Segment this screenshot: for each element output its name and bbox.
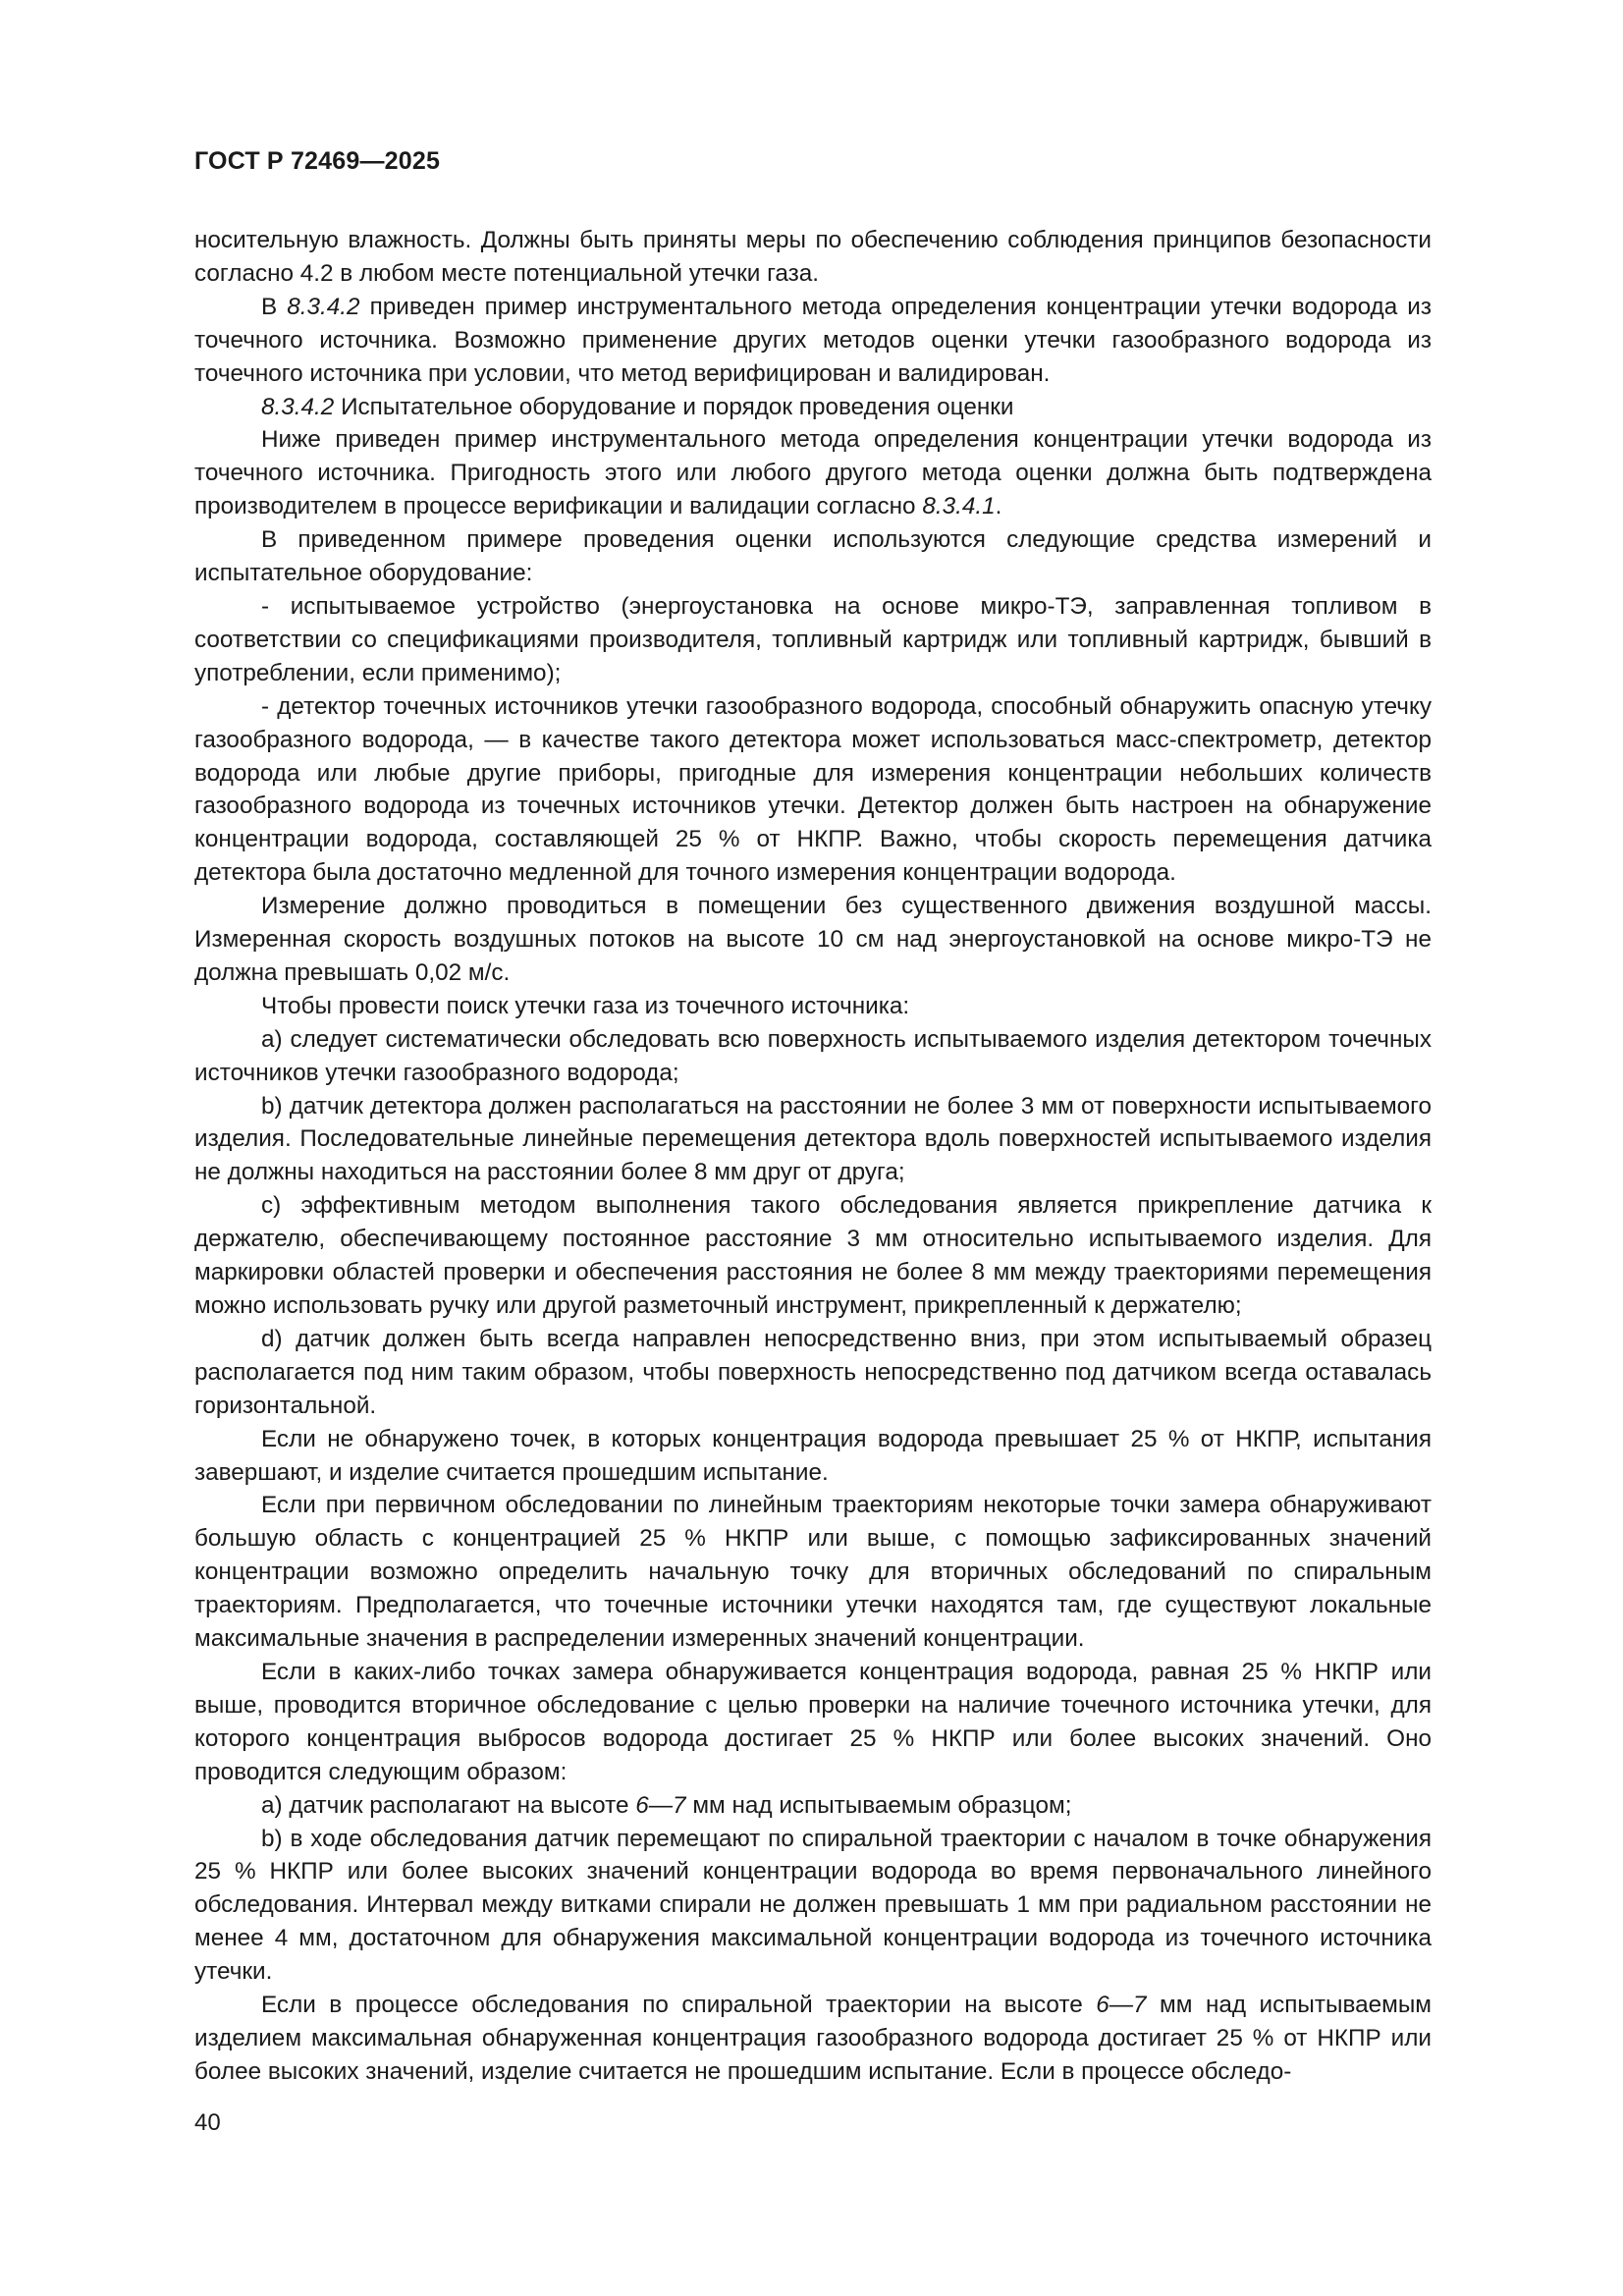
paragraph-text: мм над испытываемым изделием максимальная обнаруженная концентрация газообразного водорода достигает 25 % от НКПР или более высоких значений, изделие считается не прошедшим испытание. Если в процессе обследо- [194, 1992, 1433, 2085]
section-reference: 8.3.4.1 [922, 493, 996, 520]
section-reference: 6—7 [1096, 1992, 1147, 2019]
paragraph-text: - детектор точечных источников утечки газообразного водорода, способный обнаружить опасную утечку газообразного водорода, — в качестве такого детектора может использоваться масс-спектрометр, детектор водорода или любые другие приборы, пригодные для измерения концентрации небольших количеств газообразного водорода из точечных источников утечки. Детектор должен быть настроен на обнаружение концентрации водорода, составляющей 25 % от НКПР. Важно, чтобы скорость перемещения датчика детектора была достаточно медленной для точного измерения концентрации водорода. [194, 692, 1432, 887]
paragraph [194, 291, 1432, 391]
page-number: 40 [194, 2109, 221, 2136]
paragraph [194, 1090, 1432, 1190]
paragraph [194, 1423, 1432, 1490]
paragraph-text: c) эффективным методом выполнения такого обследования является прикрепление датчика к держателю, обеспечивающему постоянное расстояние 3 мм относительно испытываемого изделия. Для маркировки областей проверки и обеспечения расстояния не более 8 мм между траекториями перемещения можно использовать ручку или другой разметочный инструмент, прикрепленный к держателю; [194, 1192, 1432, 1319]
paragraph [194, 1789, 1432, 1823]
section-reference: 8.3.4.2 [261, 393, 335, 420]
paragraph-text: мм над испытываемым образцом; [685, 1791, 1072, 1819]
document-code-header: ГОСТ Р 72469—2025 [194, 147, 441, 175]
paragraph-text: Испытательное оборудование и порядок проведения оценки [334, 393, 1014, 420]
paragraph-text: носительную влажность. Должны быть приняты меры по обеспечению соблюдения принципов безопасности согласно 4.2 в любом месте потенциальной утечки газа. [194, 227, 1432, 287]
paragraph-text: В приведенном примере проведения оценки используются следующие средства измерений и испытательное оборудование: [194, 526, 1432, 587]
paragraph-text: Ниже приведен пример инструментального метода определения концентрации утечки водорода из точечного источника. Пригодность этого или любого другого метода оценки должна быть подтверждена производителем в процессе верификации и валидации согласно [194, 426, 1432, 520]
paragraph [194, 1489, 1432, 1656]
section-reference: 8.3.4.2 [287, 293, 360, 320]
paragraph [194, 391, 1432, 424]
paragraph-text: Чтобы провести поиск утечки газа из точечного источника: [261, 992, 910, 1019]
paragraph [194, 224, 1432, 291]
paragraph [194, 1023, 1432, 1090]
paragraph-text: Если не обнаружено точек, в которых концентрация водорода превышает 25 % от НКПР, испытания завершают, и изделие считается прошедшим испытание. [194, 1425, 1432, 1486]
paragraph-text: Если в процессе обследования по спиральной траектории на высоте [261, 1992, 1097, 2019]
paragraph-text: Если при первичном обследовании по линейным траекториям некоторые точки замера обнаруживают большую область с концентрацией 25 % НКПР или выше, с помощью зафиксированных значений концентрации возможно определить начальную точку для вторичных обследований по спиральным траекториям. Предполагается, что точечные источники утечки находятся там, где существуют локальные максимальные значения в распределении измеренных значений концентрации. [194, 1492, 1432, 1653]
paragraph [194, 1823, 1432, 1990]
paragraph [194, 523, 1432, 590]
paragraph [194, 1189, 1432, 1323]
paragraph-text: . [995, 493, 1002, 520]
paragraph [194, 690, 1432, 890]
paragraph [194, 1656, 1432, 1789]
paragraph [194, 423, 1432, 523]
paragraph-text: Если в каких-либо точках замера обнаруживается концентрация водорода, равная 25 % НКПР или выше, проводится вторичное обследование с целью проверки на наличие точечного источника утечки, для которого концентрация выбросов водорода достигает 25 % НКПР или более высоких значений. Оно проводится следующим образом: [194, 1658, 1432, 1785]
paragraph [194, 590, 1432, 690]
paragraph-text: b) в ходе обследования датчик перемещают по спиральной траектории с началом в точке обнаружения 25 % НКПР или более высоких значений концентрации водорода во время первоначального линейного обследования. Интервал между витками спирали не должен превышать 1 мм при радиальном расстоянии не менее 4 мм, достаточном для обнаружения максимальной концентрации водорода из точечного источника утечки. [194, 1825, 1432, 1986]
section-reference: 6—7 [635, 1791, 686, 1819]
paragraph-text: а) датчик располагают на высоте [261, 1791, 636, 1819]
paragraph [194, 1323, 1432, 1423]
paragraph-text: Измерение должно проводиться в помещении без существенного движения воздушной массы. Измеренная скорость воздушных потоков на высоте 10 см над энергоустановкой на основе микро-ТЭ не должна превышать 0,02 м/с. [194, 893, 1432, 986]
paragraph-text: - испытываемое устройство (энергоустановка на основе микро-ТЭ, заправленная топливом в соответствии со спецификациями производителя, топливный картридж или топливный картридж, бывший в употреблении, если применимо); [194, 592, 1432, 686]
paragraph-text: В [261, 293, 288, 320]
paragraph-text: b) датчик детектора должен располагаться на расстоянии не более 3 мм от поверхности испытываемого изделия. Последовательные линейные перемещения детектора вдоль поверхностей испытываемого изделия не должны находиться на расстоянии более 8 мм друг от друга; [194, 1092, 1432, 1186]
paragraph [194, 990, 1432, 1023]
paragraph [194, 1989, 1432, 2089]
document-body [194, 224, 1432, 2089]
paragraph-text: приведен пример инструментального метода определения концентрации утечки водорода из точечного источника. Возможно применение других методов оценки утечки газообразного водорода из точечного источника при условии, что метод верифицирован и валидирован. [194, 293, 1432, 387]
paragraph-text: а) следует систематически обследовать всю поверхность испытываемого изделия детектором точечных источников утечки газообразного водорода; [194, 1025, 1432, 1086]
paragraph [194, 890, 1432, 990]
paragraph-text: d) датчик должен быть всегда направлен непосредственно вниз, при этом испытываемый образец располагается под ним таким образом, чтобы поверхность непосредственно под датчиком всегда оставалась горизонтальной. [194, 1325, 1432, 1419]
